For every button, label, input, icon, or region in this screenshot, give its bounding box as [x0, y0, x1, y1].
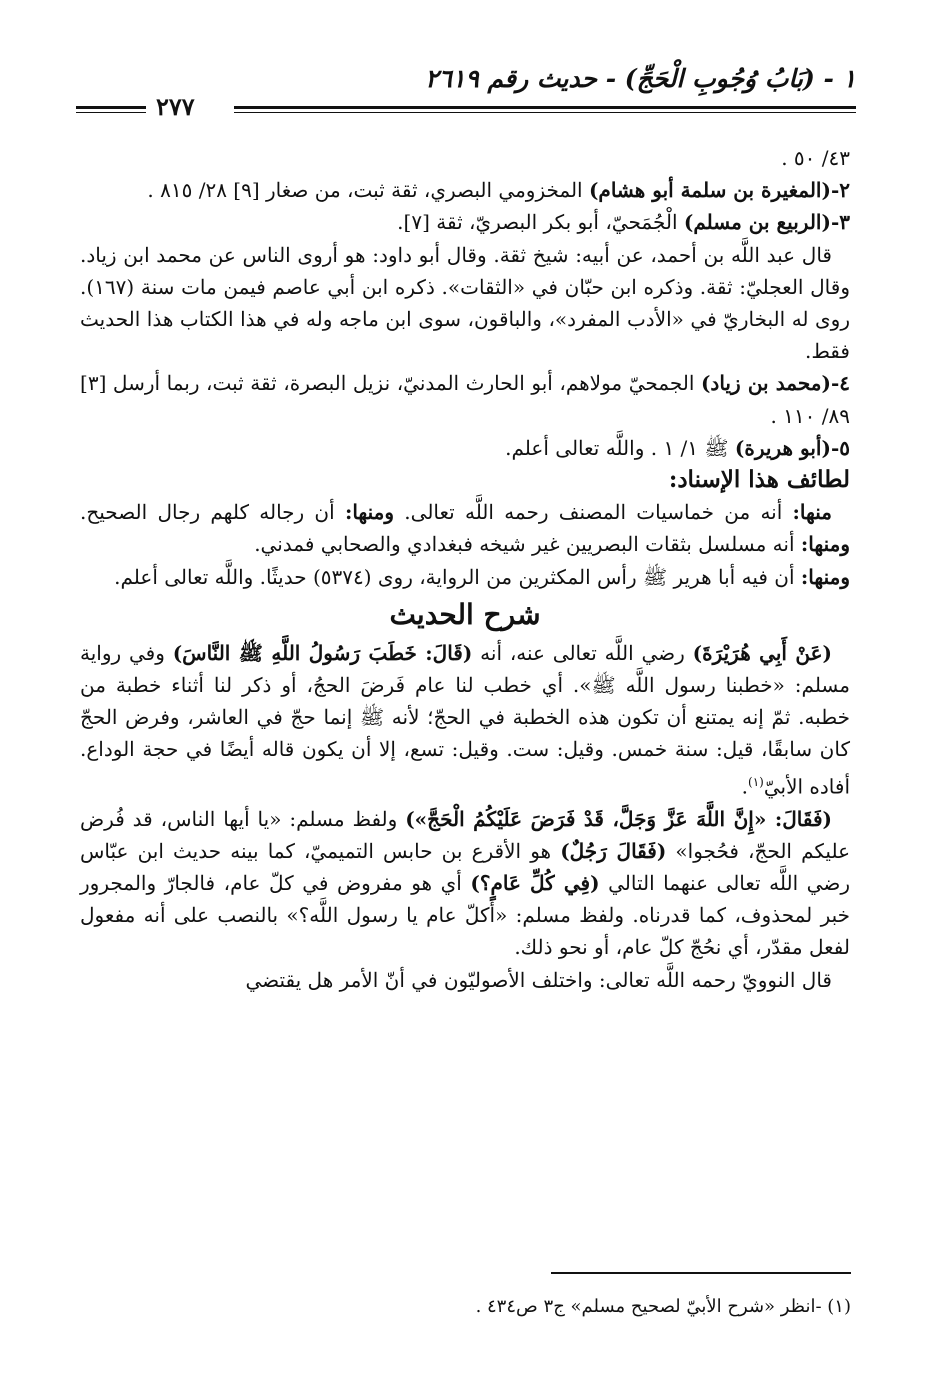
narrator-4-number: ٤-: [830, 371, 850, 396]
lataif-keyword: ومنها:: [800, 532, 850, 557]
sharh-paragraph-1: [80, 637, 850, 803]
lataif-paragraph-1: [80, 496, 850, 560]
section-title: شرح الحديث: [389, 597, 541, 631]
narrator-3-text: الْجُمَحيّ، أبو بكر البصريّ، ثقة [٧].: [397, 210, 684, 235]
lataif-paragraph-2: [80, 561, 850, 593]
narrator-2: [80, 174, 850, 206]
commentary-text: هو الأقرع بن حابس التميميّ، كما بينه حديث ابن عبّاس رضي اللَّه تعالى عنهما التالي: [80, 838, 850, 895]
narrator-4: [80, 367, 850, 431]
narrator-5: [80, 432, 850, 464]
lataif-text: أنه من خماسيات المصنف رحمه اللَّه تعالى.: [394, 500, 793, 525]
footnote-marker[interactable]: (١): [748, 774, 764, 789]
page-body: [80, 142, 850, 996]
commentary-text: ولفظ مسلم: «يا أيها الناس، قد فُرض عليكم الحجّ، فحُجوا»: [80, 806, 851, 863]
narrator-continuation: ٤٣/ ٥٠ .: [781, 146, 850, 170]
footnote: (١) -انظر «شرح الأبيّ لصحيح مسلم» ج٣ ص٤٣٤ .: [475, 1296, 851, 1317]
sharh-paragraph-2: [80, 803, 850, 964]
lataif-heading: لطائف هذا الإسناد:: [668, 466, 850, 494]
narrator-5-number: ٥-: [830, 435, 850, 460]
lataif-text: أنه مسلسل بثقات البصريين غير شيخه فبغدادي والصحابي فمدني.: [254, 532, 801, 557]
narrator-2-number: ٢-: [830, 178, 850, 203]
narrator-5-text: ﷺ ١/ ١ . واللَّه تعالى أعلم.: [505, 435, 735, 460]
header-rule-left: [76, 106, 146, 113]
commentary-text: رضي اللَّه تعالى عنه، أنه: [472, 640, 693, 665]
hadith-quote: (فِي كُلِّ عَامٍ؟): [470, 870, 600, 895]
narrator-4-text: الجمحيّ مولاهم، أبو الحارث المدنيّ، نزيل البصرة، ثقة ثبت، ربما أرسل [٣] ٨٩/ ١١٠ .: [80, 371, 850, 428]
commentary-text: وفي رواية مسلم: «خطبنا رسول اللَّه ﷺ». أي خطب لنا عام فَرضَ الحجُ، أو ذكر لنا أثناء خطبة من خطبه. ثمّ إنه يمتنع أن تكون هذه الخطبة في الحجّ؛ لأنه ﷺ إنما حجّ في العاشر، وفرض الحجّ كان سابقًا، قيل: سنة خمس. وقيل: ست. وقيل: تسع، إلا أن يكون قاله أيضًا في حجة الوداع. أفاده الأبيّ: [80, 640, 850, 799]
narrator-2-text: المخزومي البصري، ثقة ثبت، من صغار [٩] ٢٨/ ٨١٥ .: [147, 178, 589, 203]
page-number: ٢٧٧: [156, 92, 195, 121]
hadith-quote: (عَنْ أَبِي هُرَيْرَةَ): [692, 640, 833, 665]
running-header: [76, 62, 856, 122]
narrator-3-name: (الربيع بن مسلم): [683, 210, 831, 235]
narrator-3-detail: قال عبد اللَّه بن أحمد، عن أبيه: شيخ ثقة. وقال أبو داود: هو أروى الناس عن محمد ابن زياد. وقال العجليّ: ثقة. وذكره ابن حبّان في «الثقات». ذكره ابن أبي عاصم فيمن مات سنة (١٦٧). روى له البخاريّ في «الأدب المفرد»، والباقون، سوى ابن ماجه وله في هذا الكتاب هذا الحديث فقط.: [80, 242, 850, 364]
lataif-keyword: ومنها:: [344, 500, 395, 525]
lataif-text: أن فيه أبا هرير ﷺ رأس المكثرين من الرواية، روى (٥٣٧٤) حديثًا. واللَّه تعالى أعلم.: [114, 564, 801, 589]
lataif-keyword: منها:: [792, 500, 832, 525]
narrator-5-name: (أبو هريرة): [734, 435, 831, 460]
commentary-text: أي هو مفروض في كلّ عام، فالجارّ والمجرور خبر لمحذوف، كما قدرناه. ولفظ مسلم: «أكلّ عام يا رسول اللَّه؟» بالنصب على أنه مفعول لفعل مقدّر، أي نحُجّ كلّ عام، أو نحو ذلك.: [80, 870, 850, 960]
lataif-keyword: ومنها:: [800, 564, 850, 589]
hadith-quote: (فَقَالَ: «إِنَّ اللَّهَ عَزَّ وَجَلَّ، قَدْ فَرَضَ عَلَيْكُمُ الْحَجَّ»): [405, 806, 832, 831]
sharh-paragraph-3: قال النوويّ رحمه اللَّه تعالى: واختلف الأصوليّون في أنّ الأمر هل يقتضي: [245, 967, 832, 992]
header-title: ١ - (بَابُ وُجُوبِ الْحَجِّ) - حديث رقم ٢٦١٩: [425, 64, 856, 93]
lataif-text: أن رجاله كلهم رجال الصحيح.: [80, 500, 345, 525]
header-rule: [234, 106, 856, 113]
narrator-3: [80, 206, 850, 238]
hadith-quote: (فَقَالَ رَجُلٌ): [560, 838, 667, 863]
narrator-3-number: ٣-: [830, 210, 850, 235]
narrator-2-name: (المغيرة بن سلمة أبو هشام): [588, 178, 831, 203]
footnote-rule: [551, 1272, 851, 1274]
commentary-text: .: [741, 774, 749, 799]
hadith-quote: (قَالَ: خَطَبَ رَسُولُ اللَّهِ ﷺ النَّاسَ): [172, 640, 473, 665]
narrator-4-name: (محمد بن زياد): [700, 371, 831, 396]
